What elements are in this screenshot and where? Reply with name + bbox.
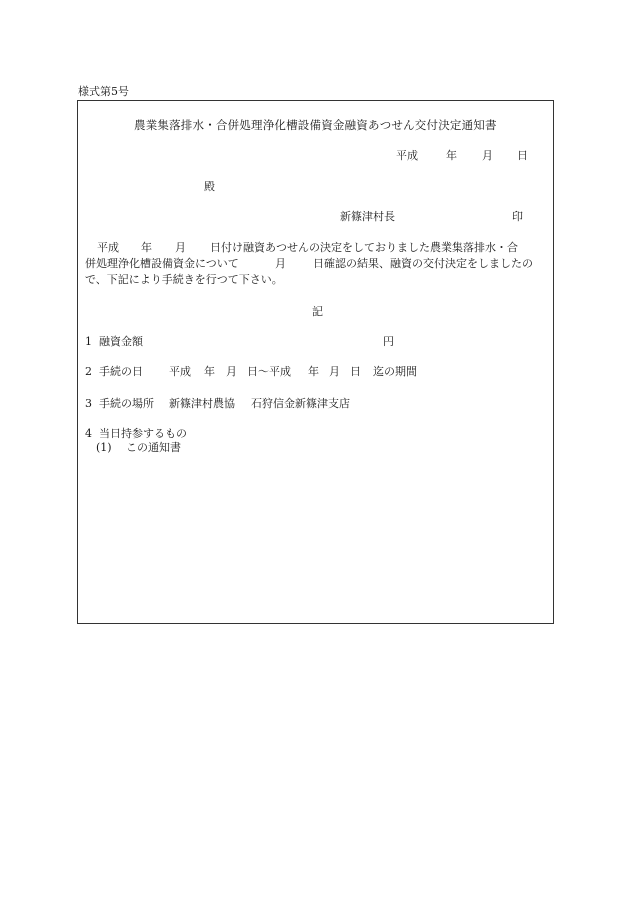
ki-heading: 記 xyxy=(312,305,323,318)
date-month: 月 xyxy=(482,149,493,162)
date-era: 平成 xyxy=(396,149,418,162)
item-3-number: 3 xyxy=(85,397,92,410)
form-number: 様式第5号 xyxy=(78,85,129,98)
item-2-day-range: 日〜平成 xyxy=(247,365,291,378)
item-3-label: 手続の場所 xyxy=(99,397,154,410)
item-2-label: 手続の日 xyxy=(99,365,143,378)
item-2-month1: 月 xyxy=(226,365,237,378)
date-day: 日 xyxy=(517,149,528,162)
addressee-suffix: 殿 xyxy=(204,180,215,193)
item-2 xyxy=(85,366,417,377)
item-3-place1: 新篠津村農協 xyxy=(169,397,235,410)
body-month: 月 xyxy=(175,241,186,254)
body-line-3: で、下記により手続きを行つて下さい。 xyxy=(85,273,283,286)
item-1-number: 1 xyxy=(85,335,92,348)
item-2-day2: 日 xyxy=(350,365,361,378)
item-1-unit: 円 xyxy=(383,335,394,348)
item-3-place2: 石狩信金新篠津支店 xyxy=(251,397,350,410)
body-year: 年 xyxy=(141,241,152,254)
body-line2-rest: 日確認の結果、融資の交付決定をしましたの xyxy=(313,257,533,270)
item-2-suffix: 迄の期間 xyxy=(373,365,417,378)
item-2-year1: 年 xyxy=(204,365,215,378)
item-4 xyxy=(85,428,187,439)
issuer-name: 新篠津村長 xyxy=(340,210,395,223)
date-year: 年 xyxy=(446,149,457,162)
body-era: 平成 xyxy=(97,241,119,254)
body-line-2 xyxy=(85,258,533,269)
item-2-era: 平成 xyxy=(169,365,191,378)
item-2-year2: 年 xyxy=(308,365,319,378)
body-line2-start: 併処理浄化槽設備資金について xyxy=(85,257,239,270)
body-line2-month: 月 xyxy=(275,257,286,270)
item-1-label: 融資金額 xyxy=(99,335,143,348)
document-frame xyxy=(77,100,554,624)
item-4-sub xyxy=(96,442,181,453)
item-1 xyxy=(85,336,394,347)
item-2-month2: 月 xyxy=(329,365,340,378)
body-line-1 xyxy=(85,242,518,253)
item-4-label: 当日持参するもの xyxy=(99,427,187,440)
item-4-sub-number: (1) xyxy=(96,441,112,454)
body-line1-rest: 日付け融資あつせんの決定をしておりました農業集落排水・合 xyxy=(210,241,518,254)
issuer-seal: 印 xyxy=(512,210,523,223)
item-4-number: 4 xyxy=(85,427,92,440)
item-4-sub-text: この通知書 xyxy=(126,441,181,454)
item-3 xyxy=(85,398,350,409)
date-line xyxy=(396,150,528,161)
item-2-number: 2 xyxy=(85,365,92,378)
document-title: 農業集落排水・合併処理浄化槽設備資金融資あつせん交付決定通知書 xyxy=(134,118,497,132)
